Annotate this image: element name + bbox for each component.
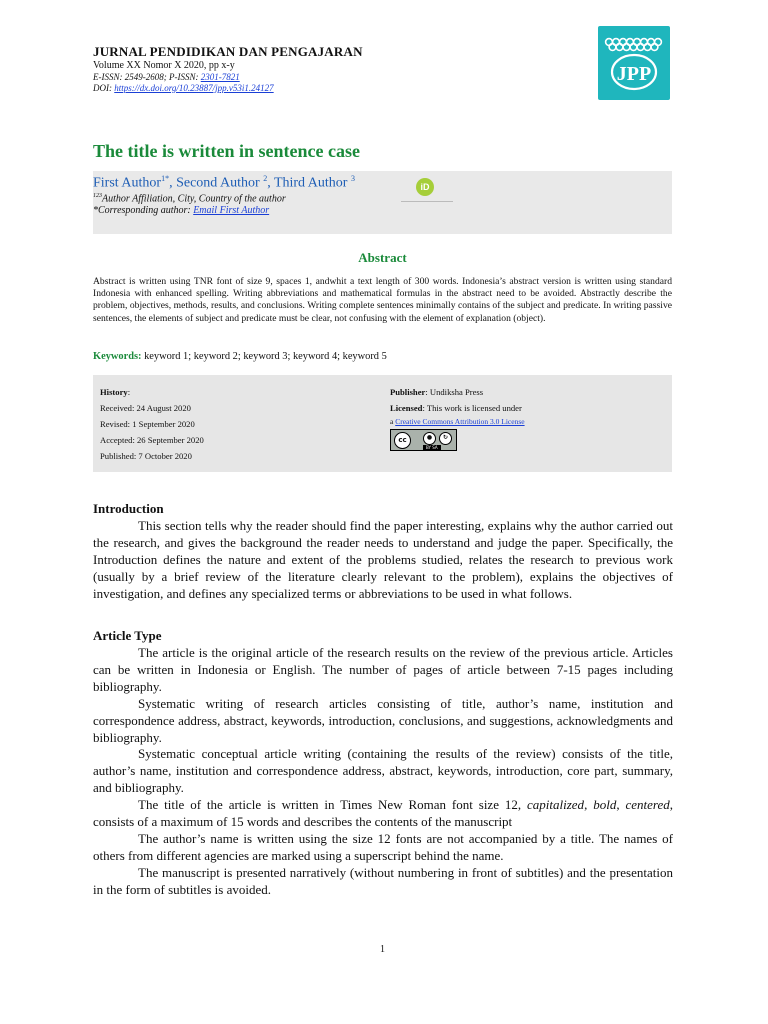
history-label: History bbox=[100, 387, 128, 397]
author-third: Third Author bbox=[273, 175, 351, 191]
cc-sa-icon: ↻ bbox=[439, 432, 452, 445]
license-link[interactable]: Creative Commons Attribution 3.0 License bbox=[395, 417, 525, 426]
publisher-column bbox=[390, 384, 525, 428]
journal-logo bbox=[598, 26, 670, 100]
orcid-icon[interactable]: iD bbox=[416, 178, 434, 196]
revised-date: Revised: 1 September 2020 bbox=[100, 419, 195, 429]
logo-text: JPP bbox=[616, 63, 652, 85]
received-date: Received: 24 August 2020 bbox=[100, 403, 191, 413]
author-second-sup: 2 bbox=[263, 174, 268, 183]
issn-label: E-ISSN: 2549-2608; P-ISSN: bbox=[93, 72, 201, 82]
p4-start: The title of the article is written in Times New Roman font size 12, bbox=[138, 797, 528, 813]
orcid-underline bbox=[401, 201, 453, 202]
p4-bold: bold bbox=[593, 797, 617, 813]
article-type-paragraph-4 bbox=[93, 797, 673, 831]
cc-license-badge[interactable] bbox=[390, 429, 457, 451]
cc-icon: cc bbox=[394, 432, 411, 449]
keywords-list: keyword 1; keyword 2; keyword 3; keyword 4; keyword 5 bbox=[141, 351, 387, 362]
publisher-label: Publisher bbox=[390, 387, 426, 397]
history-colon: : bbox=[127, 387, 131, 397]
doi-link[interactable]: https://dx.doi.org/10.23887/jpp.v53i1.24127 bbox=[114, 83, 274, 93]
p4-sep-1: , bbox=[584, 797, 594, 813]
corresponding-label: *Corresponding author: bbox=[93, 205, 194, 216]
author-sep: , bbox=[267, 175, 274, 191]
article-type-paragraph-5: The author’s name is written using the size 12 fonts are not accompanied by a title. The names of others from different agencies are marked using a superscript behind the name. bbox=[93, 830, 673, 863]
published-date: Published: 7 October 2020 bbox=[100, 451, 192, 461]
cc-by-icon: ● bbox=[423, 432, 436, 445]
author-affiliation bbox=[93, 193, 286, 204]
introduction-body bbox=[93, 518, 673, 603]
article-type-paragraph-2: Systematic writing of research articles consisting of title, author’s name, institution and correspondence address, abstract, keywords, introduction, conclusions, and suggestions, acknowledgments and bibliography. bbox=[93, 695, 673, 745]
introduction-paragraph: This section tells why the reader should find the paper interesting, explains why the author carried out the research, and gives the background the reader needs to understand and judge the paper. Specifically, the Introduction defines the nature and extent of the problems studied, relates the research to previous work (usually by a brief review of the literature clearly relevant to the problem), explains the objectives of investigation, and defines any specialized terms or abbreviations to be used in what follows. bbox=[93, 518, 673, 601]
author-sep: , bbox=[169, 175, 177, 191]
licensed-value: : This work is licensed under bbox=[422, 403, 522, 413]
license-row bbox=[390, 416, 525, 428]
affiliation-sup: 123 bbox=[93, 193, 102, 199]
publisher-row bbox=[390, 384, 525, 400]
author-list bbox=[93, 174, 355, 192]
keywords bbox=[93, 351, 387, 362]
abstract-text: Abstract is written using TNR font of size 9, spaces 1, andwhit a text length of 300 words. Indonesia’s abstract version is written using standard Indonesia with enhanced spelling. Writing abbreviations and mathematical formulas in the abstract need to be avoided. Abstractly describe the problem, objectives, methods, results, and conclusions. Writing complete sentences minimally contains of the subject and predicate. In writing passive sentences, the elements of subject and predicate must be clear, not confusing with the element of explanation (object). bbox=[93, 276, 672, 324]
publisher-value: : Undiksha Press bbox=[425, 387, 484, 397]
p4-end: , consists of a maximum of 15 words and describes the contents of the manuscript bbox=[93, 797, 674, 830]
history-column bbox=[100, 384, 204, 464]
cc-tags: BY SA bbox=[423, 445, 441, 450]
article-type-heading: Article Type bbox=[93, 628, 162, 643]
corresponding-email-link[interactable]: Email First Author bbox=[193, 205, 270, 216]
licensed-label: Licensed bbox=[390, 403, 423, 413]
license-prefix: a bbox=[390, 417, 396, 426]
journal-name: JURNAL PENDIDIKAN DAN PENGAJARAN bbox=[93, 44, 363, 59]
page-number: 1 bbox=[380, 944, 385, 955]
article-type-paragraph-3: Systematic conceptual article writing (containing the results of the review) consists of the title, author’s name, institution and correspondence address, abstract, keywords, introduction, core part, summary, and bibliography. bbox=[93, 746, 673, 796]
introduction-heading: Introduction bbox=[93, 501, 164, 516]
author-block bbox=[93, 171, 672, 234]
affiliation-text: Author Affiliation, City, Country of the author bbox=[102, 193, 286, 205]
keywords-label: Keywords: bbox=[93, 351, 142, 362]
paper-title: The title is written in sentence case bbox=[93, 141, 360, 161]
author-third-sup: 3 bbox=[350, 174, 355, 183]
journal-doi bbox=[93, 83, 573, 94]
p4-sep-2: , bbox=[616, 797, 626, 813]
journal-header bbox=[93, 44, 573, 94]
author-first-sup: 1* bbox=[161, 174, 170, 183]
doi-label: DOI: bbox=[93, 83, 115, 93]
history-title bbox=[100, 384, 204, 400]
author-second: Second Author bbox=[176, 175, 264, 191]
p4-capitalized: capitalized bbox=[527, 797, 585, 813]
corresponding-author bbox=[93, 205, 269, 216]
licensed-row bbox=[390, 400, 525, 416]
p4-centered: centered bbox=[625, 797, 670, 813]
journal-volume: Volume XX Nomor X 2020, pp x-y bbox=[93, 60, 235, 71]
abstract-heading: Abstract bbox=[358, 250, 407, 265]
article-type-paragraph-6: The manuscript is presented narratively (without numbering in front of subtitles) and the presentation in the form of subtitles is avoided. bbox=[93, 864, 673, 897]
article-info-box bbox=[93, 375, 672, 472]
accepted-date: Accepted: 26 September 2020 bbox=[100, 435, 204, 445]
author-first: First Author bbox=[93, 175, 162, 191]
journal-issn bbox=[93, 72, 573, 83]
issn-link[interactable]: 2301-7821 bbox=[200, 72, 240, 82]
article-type-paragraph-1: The article is the original article of the research results on the review of the previous article. Articles can be written in Indonesia or English. The number of pages of article between 7-15 pages including bibliography. bbox=[93, 645, 673, 694]
jpp-logo-icon bbox=[598, 26, 670, 100]
article-type-body bbox=[93, 645, 673, 899]
